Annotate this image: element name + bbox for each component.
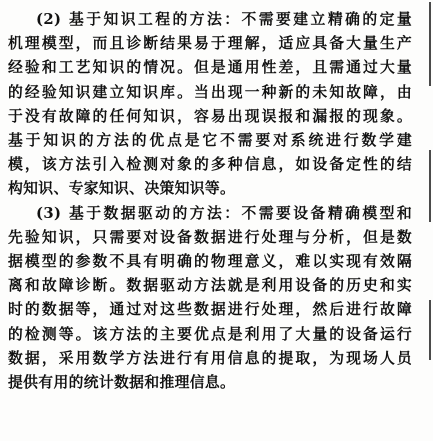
text-line: 提供有用的统计数据和推理信息。 (8, 374, 236, 392)
text-line: 模，该方法引入检测对象的多种信息，如设备定性的结 (8, 156, 412, 174)
paragraph-data-driven-method (8, 202, 412, 396)
scan-edge-line (429, 2, 431, 86)
text-line: 数据，采用数学方法进行有用信息的提取，为现场人员 (8, 349, 412, 367)
scan-edge-line (429, 300, 431, 360)
text-line: 据模型的参数不具有明确的物理意义，难以实现有效隔 (8, 253, 412, 271)
body-text (8, 8, 412, 395)
text-line: 时的数据等，通过对这些数据进行处理，然后进行故障 (8, 301, 412, 319)
text-line: 构知识、专家知识、决策知识等。 (8, 180, 236, 198)
text-line: 经验和工艺知识的情况。但是通用性差，且需通过大量 (8, 59, 412, 77)
text-line: 先验知识，只需要对设备数据进行处理与分析，但是数 (8, 228, 412, 246)
scan-edge-line (429, 150, 431, 222)
text-line: 于没有故障的任何知识，容易出现误报和漏报的现象。 (8, 107, 412, 125)
paragraph-knowledge-engineering-method (8, 8, 412, 202)
text-line: (3) 基于数据驱动的方法：不需要设备精确模型和 (36, 204, 412, 222)
text-line: 基于知识的方法的优点是它不需要对系统进行数学建 (8, 132, 412, 150)
text-line: 机理模型，而且诊断结果易于理解，适应具备大量生产 (8, 35, 412, 53)
text-line: 离和故障诊断。数据驱动方法就是利用设备的历史和实 (8, 277, 412, 295)
text-line: (2) 基于知识工程的方法：不需要建立精确的定量 (36, 11, 412, 28)
text-line: 的检测等。该方法的主要优点是利用了大量的设备运行 (8, 325, 412, 343)
text-line: 的经验知识建立知识库。当出现一种新的未知故障，由 (8, 83, 412, 101)
